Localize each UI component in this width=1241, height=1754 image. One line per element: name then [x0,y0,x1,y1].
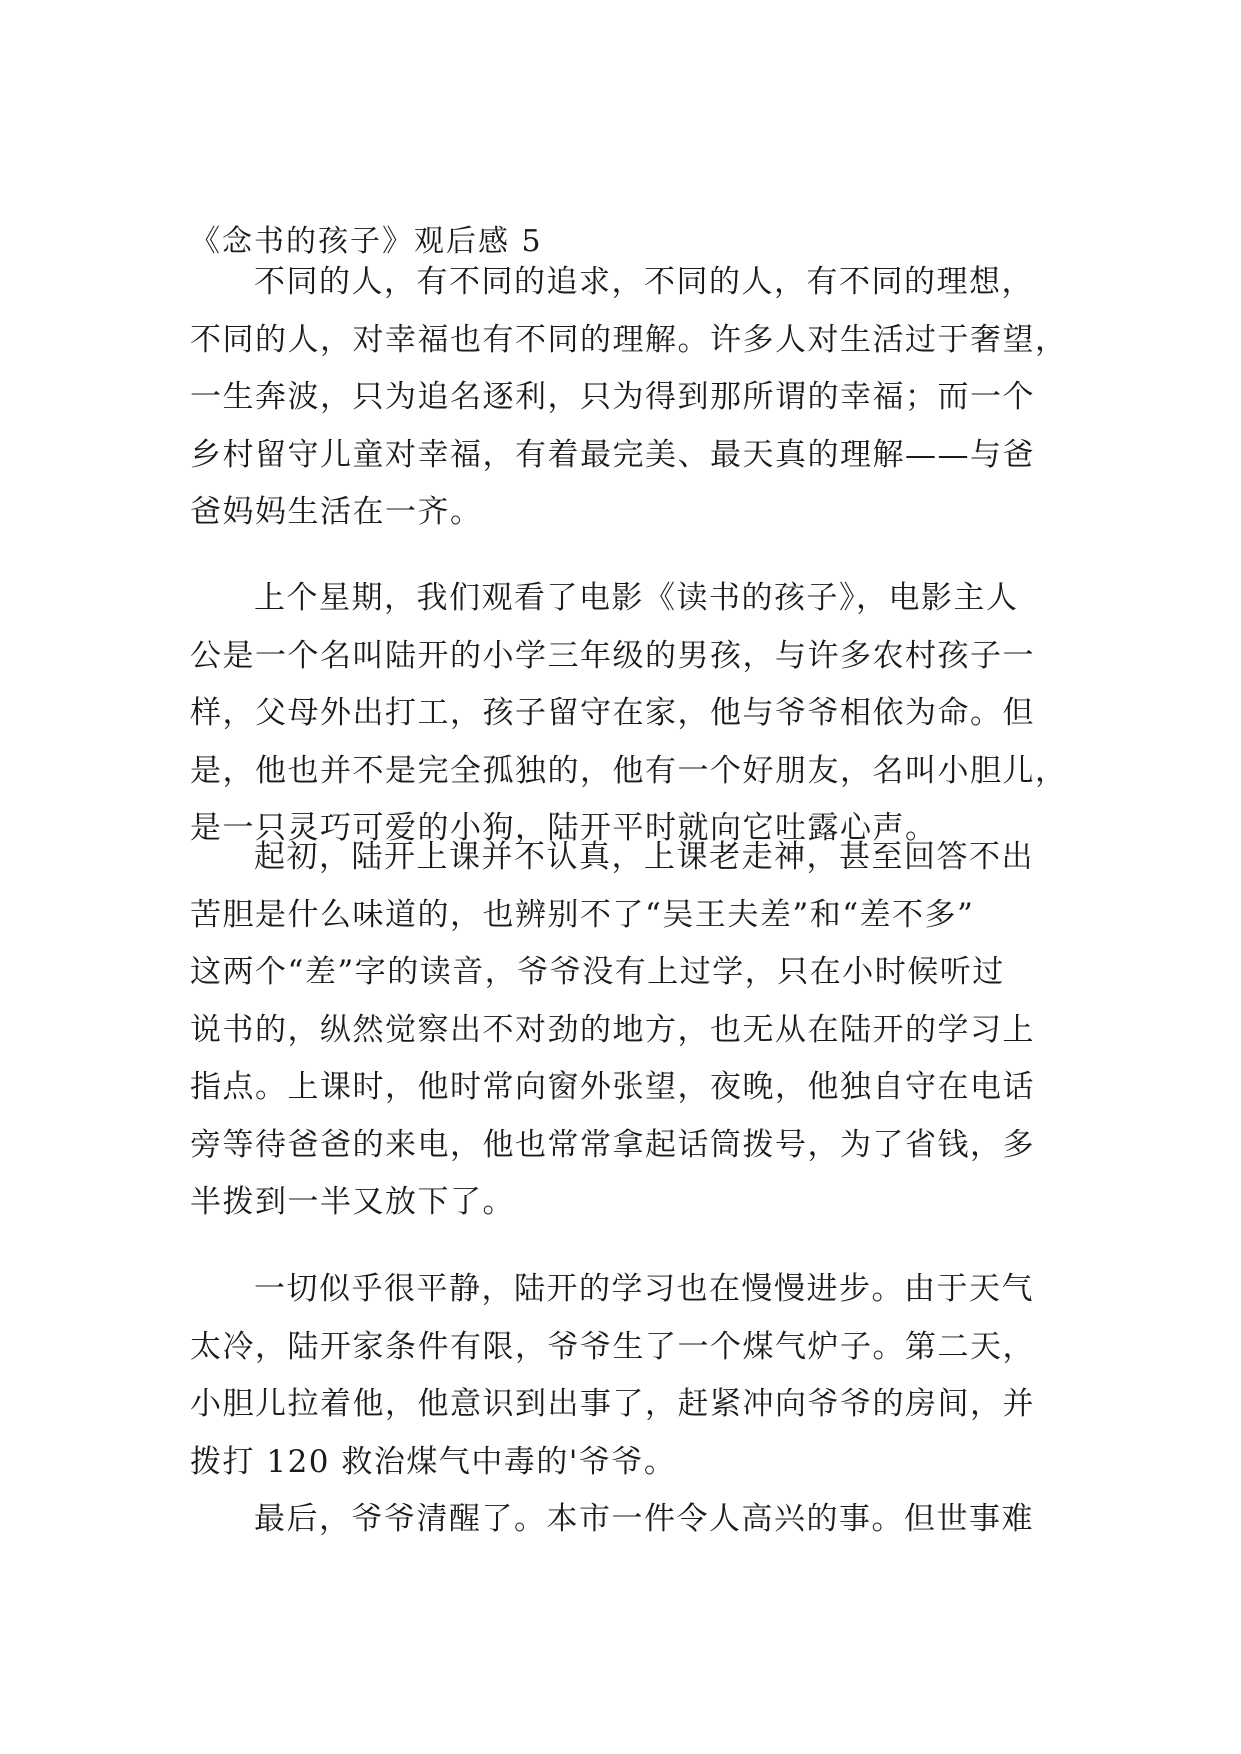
paragraph-line: 最后，爷爷清醒了。本市一件令人高兴的事。但世事难 [254,1501,1034,1537]
paragraph-5 [190,1491,1050,1549]
paragraph-line: 指点。上课时，他时常向窗外张望，夜晚，他独自守在电话 [190,1069,1035,1105]
paragraph-line: 不同的人，对幸福也有不同的理解。许多人对生活过于奢望， [190,321,1068,358]
paragraph-line: 上个星期，我们观看了电影《读书的孩子》，电影主人 [254,580,1019,616]
paragraph-line: 不同的人，有不同的追求，不同的人，有不同的理想， [254,264,1034,300]
paragraph-4 [190,1261,1050,1491]
paragraph-line: 小胆儿拉着他，他意识到出事了，赶紧冲向爷爷的房间，并 [190,1386,1035,1422]
paragraph-line: 是，他也并不是完全孤独的，他有一个好朋友，名叫小胆儿， [190,752,1068,789]
paragraph-line: 乡村留守儿童对幸福，有着最完美、最天真的理解——与爸 [190,436,1035,473]
paragraph-1 [190,254,1068,542]
paragraph-line: 样，父母外出打工，孩子留守在家，他与爷爷相依为命。但 [190,695,1035,731]
paragraph-line: 爸妈妈生活在一齐。 [190,494,483,530]
paragraph-line: 旁等待爸爸的来电，他也常常拿起话筒拨号，为了省钱，多 [190,1126,1035,1163]
paragraph-line: 说书的，纵然觉察出不对劲的地方，也无从在陆开的学习上 [190,1011,1035,1048]
paragraph-line: 公是一个名叫陆开的小学三年级的男孩，与许多农村孩子一 [190,637,1035,674]
document-title: 《念书的孩子》观后感 5 [190,224,543,259]
paragraph-line: 一生奔波，只为追名逐利，只为得到那所谓的幸福；而一个 [190,379,1035,415]
paragraph-line: 苦胆是什么味道的，也辨别不了“吴王夫差”和“差不多” [190,896,975,933]
paragraph-line: 一切似乎很平静，陆开的学习也在慢慢进步。由于天气 [254,1271,1034,1307]
paragraph-line: 起初，陆开上课并不认真，上课老走神，甚至回答不出 [254,839,1034,875]
paragraph-3 [190,829,1050,1232]
paragraph-line: 拨打 120 救治煤气中毒的'爷爷。 [190,1443,677,1480]
paragraph-line: 半拨到一半又放下了。 [190,1184,515,1220]
paragraph-line: 太冷，陆开家条件有限，爷爷生了一个煤气炉子。第二天， [190,1328,1035,1365]
paragraph-line: 是一只灵巧可爱的小狗，陆开平时就向它吐露心声。 [190,810,938,846]
paragraph-2 [190,570,1068,858]
paragraph-line: 这两个“差”字的读音，爷爷没有上过学，只在小时候听过 [190,954,1005,990]
